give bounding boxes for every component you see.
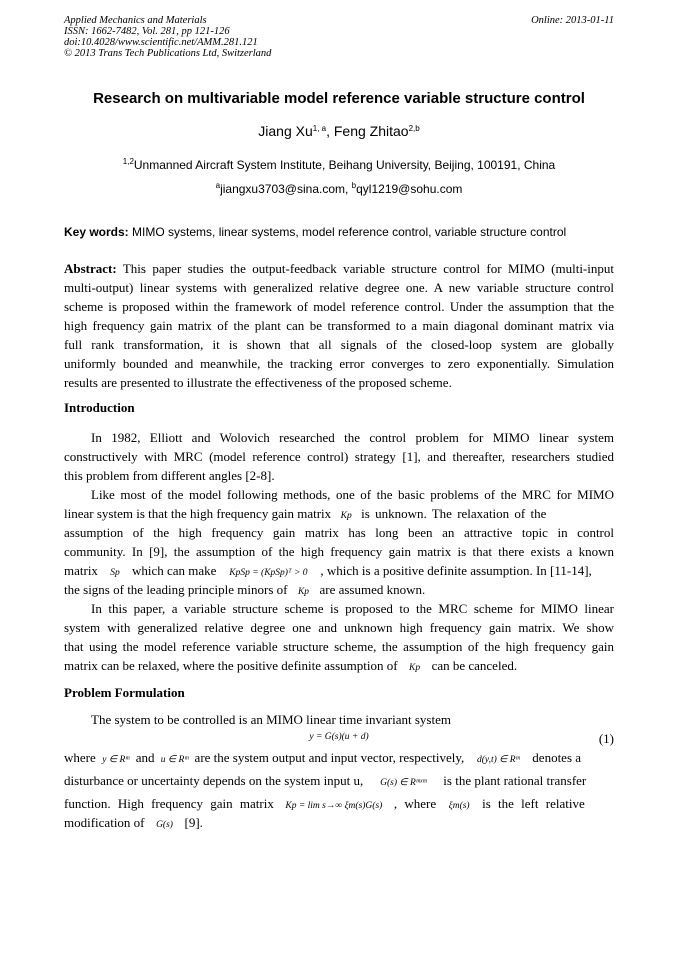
author-1: Jiang Xu (258, 123, 313, 139)
intro-p1-line-3: this problem from different angles [2-8]. (64, 468, 275, 483)
intro-p2-line-3: assumption of the high frequency gain matrix has long been an attractive topic in control (64, 525, 614, 540)
authors-line (0, 123, 678, 139)
intro-p3-line-3: that using the model reference variable structure scheme, the assumption of the high frequency gain (64, 639, 614, 654)
math-kp-def: Kp = lim s→∞ ξm(s)G(s) (285, 801, 383, 811)
journal-name: Applied Mechanics and Materials (64, 15, 207, 26)
intro-p2-text-5b: which can make (131, 563, 217, 578)
problem-text-2b: and (135, 750, 155, 765)
math-xi: ξm(s) (448, 801, 470, 811)
intro-p2-text-5c: , which is a positive definite assumption. In [11-14], (320, 563, 592, 578)
abstract-line-4: high frequency gain matrix of the plant can be transformed to a main diagonal dominant matrix via (64, 318, 614, 333)
intro-p2-text-6b: are assumed known. (319, 582, 426, 597)
email-a-sup: a (215, 181, 221, 190)
equation-1: y = G(s)(u + d) (309, 732, 369, 742)
author-1-sup: 1, a (312, 124, 327, 133)
abstract-line-6: uniformly bounded and meanwhile, the tracking error converges to zero exponentially. Simulation (64, 356, 614, 371)
affiliation-text: Unmanned Aircraft System Institute, Beihang University, Beijing, 100191, China (133, 158, 556, 172)
doi-line: doi:10.4028/www.scientific.net/AMM.281.121 (64, 37, 258, 48)
math-kp: Kp (340, 511, 352, 521)
math-sp: Sp (110, 568, 120, 578)
affiliation-line (0, 158, 678, 172)
intro-p3-line-2: system with generalized relative degree one and unknown high frequency gain matrix. We show (64, 620, 614, 635)
problem-text-4a: function. High frequency gain matrix (64, 796, 274, 811)
intro-p2-text-6a: the signs of the leading principle minors of (64, 582, 288, 597)
problem-text-3b: is the plant rational transfer (443, 773, 587, 788)
problem-text-5b: [9]. (184, 815, 203, 830)
intro-p2-line-1: Like most of the model following methods, one of the basic problems of the MRC for MIMO (91, 487, 614, 502)
problem-text-4c: is the left relative (482, 796, 585, 811)
math-u-in: u ∈ Rᵐ (160, 755, 189, 765)
email-a[interactable]: jiangxu3703@sina.com, (220, 182, 352, 196)
intro-p1-line-2: constructively with MRC (model reference control) strategy [1], and thereafter, researchers studied (64, 449, 614, 464)
issn-line: ISSN: 1662-7482, Vol. 281, pp 121-126 (64, 26, 230, 37)
email-b-sup: b (351, 181, 357, 190)
emails-line (0, 182, 678, 196)
abstract-line-7: results are presented to illustrate the effectiveness of the proposed scheme. (64, 375, 452, 390)
abstract-line-2: multi-output) linear systems with generalized relative degree one. A new variable structure control (64, 280, 614, 295)
intro-p3-line-1: In this paper, a variable structure scheme is proposed to the MRC scheme for MIMO linear (91, 601, 614, 616)
math-g-in: G(s) ∈ Rᵐˣᵐ (380, 778, 427, 788)
math-kp-2: Kp (297, 587, 310, 597)
introduction-heading: Introduction (64, 400, 135, 415)
problem-line-1: The system to be controlled is an MIMO linear time invariant system (91, 712, 451, 727)
online-date: Online: 2013-01-11 (531, 15, 614, 26)
math-d-in: d(y,t) ∈ Rᵐ (477, 755, 520, 765)
keywords-line (64, 225, 624, 239)
intro-p2-text-5a: matrix (64, 563, 98, 578)
problem-text-2c: are the system output and input vector, respectively, (194, 750, 465, 765)
intro-p2-text-2b: is unknown. The relaxation of the (361, 506, 547, 521)
math-gs: G(s) (156, 820, 173, 830)
problem-text-2a: where (64, 750, 96, 765)
problem-text-2d: denotes a (532, 750, 582, 765)
author-separator: , (326, 123, 334, 139)
intro-p2-text-2a: linear system is that the high frequency gain matrix (64, 506, 332, 521)
problem-heading: Problem Formulation (64, 685, 185, 700)
author-2-sup: 2,b (408, 124, 420, 133)
intro-p1-line-1: In 1982, Elliott and Wolovich researched the control problem for MIMO linear system (91, 430, 614, 445)
problem-text-4b: , where (393, 796, 437, 811)
problem-line-2 (64, 748, 614, 770)
math-kp-3: Kp (409, 663, 421, 673)
journal-header (64, 15, 614, 59)
email-b[interactable]: qyl1219@sohu.com (356, 182, 463, 196)
abstract-line-1 (64, 259, 614, 278)
problem-text-5a: modification of (64, 815, 145, 830)
abstract-line-3: scheme is proposed within the framework of model reference control. Under the assumption that the (64, 299, 614, 314)
problem-line-5 (64, 813, 614, 835)
intro-p3-text-4b: can be canceled. (431, 658, 518, 673)
author-2: Feng Zhitao (333, 123, 409, 139)
equation-1-number: (1) (598, 731, 614, 746)
abstract-line-5: full rank transformation, it is shown that all signals of the closed-loop system are globally (64, 337, 614, 352)
paper-title: Research on multivariable model reference variable structure control (93, 90, 585, 107)
math-kpsp: KpSp = (KpSp)ᵀ > 0 (229, 568, 308, 578)
copyright-line: © 2013 Trans Tech Publications Ltd, Switzerland (64, 48, 272, 59)
intro-p2-line-4: community. In [9], the assumption of the high frequency gain matrix is that there exists a known (64, 544, 614, 559)
affiliation-sup: 1,2 (122, 157, 134, 166)
math-y-in: y ∈ Rᵐ (102, 755, 130, 765)
problem-text-3a: disturbance or uncertainty depends on the system input u, (64, 773, 364, 788)
problem-line-3 (64, 771, 614, 793)
keywords-label: Key words: (64, 225, 129, 239)
abstract-text-1: This paper studies the output-feedback variable structure control for MIMO (multi-input (116, 261, 614, 276)
abstract-label: Abstract: (64, 261, 117, 276)
intro-p3-text-4a: matrix can be relaxed, where the positive definite assumption of (64, 658, 398, 673)
intro-p3-line-4 (64, 656, 614, 678)
keywords-text: MIMO systems, linear systems, model reference control, variable structure control (128, 225, 567, 239)
